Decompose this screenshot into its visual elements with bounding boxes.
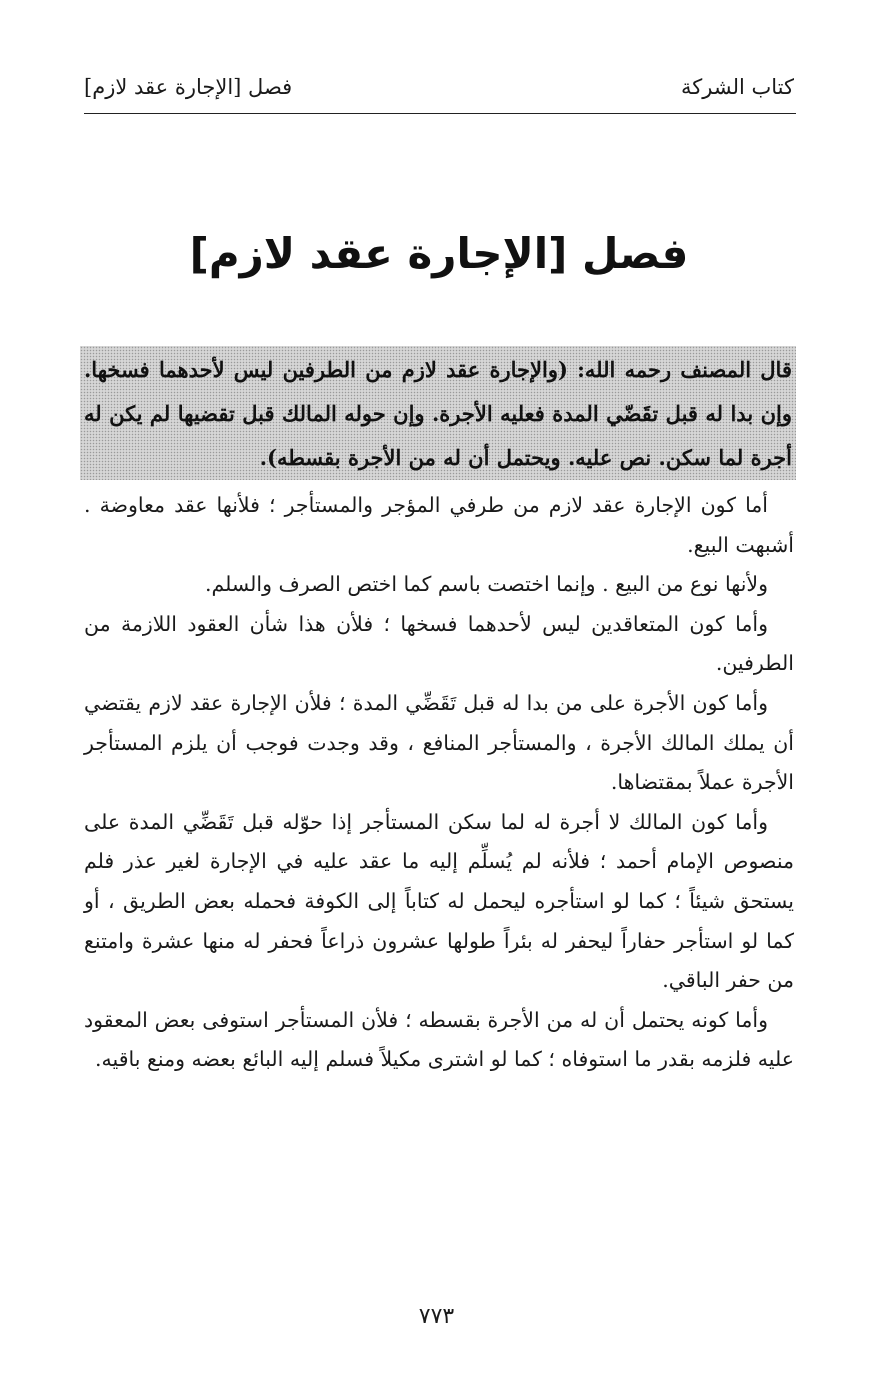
chapter-title: فصل [الإجارة عقد لازم] (189, 229, 689, 278)
paragraph: ولأنها نوع من البيع . وإنما اختصت باسم كما اختص الصرف والسلم. (204, 572, 768, 597)
paragraph: وأما كون المتعاقدين ليس لأحدهما فسخها ؛ فلأن هذا شأن العقود اللازمة من الطرفين. (84, 611, 794, 676)
quote-text: قال المصنف رحمه الله: (والإجارة عقد لازم من الطرفين ليس لأحدهما فسخها. وإن بدا له قبل تقَضّي المدة فعليه الأجرة. وإن حوله المالك قبل تقضيها لم يكن له أجرة لما سكن. نص عليه. ويحتمل أن له من الأجرة بقسطه). (84, 357, 792, 470)
header-book-title: كتاب الشركة (681, 75, 794, 99)
body-text (84, 486, 794, 1080)
paragraph: وأما كون الأجرة على من بدا له قبل تَقَضِّي المدة ؛ فلأن الإجارة عقد لازم يقتضي أن يملك المالك الأجرة ، والمستأجر المنافع ، وقد وجدت فوجب أن يلزم المستأجر الأجرة عملاً بمقتضاها. (84, 690, 794, 795)
paragraph: وأما كون المالك لا أجرة له لما سكن المستأجر إذا حوّله قبل تَقَضِّي المدة على منصوص الإمام أحمد ؛ فلأنه لم يُسلِّم إليه ما عقد عليه في الإجارة لغير عذر فلم يستحق شيئاً ؛ كما لو استأجره ليحمل له كتاباً إلى الكوفة فحمله بعض الطريق ، أو كما لو استأجر حفاراً ليحفر له بئراً طولها عشرون ذراعاً فحفر له منها عشرة وامتنع من حفر الباقي. (84, 809, 794, 993)
paragraph: أما كون الإجارة عقد لازم من طرفي المؤجر والمستأجر ؛ فلأنها عقد معاوضة . أشبهت البيع. (84, 493, 794, 557)
highlighted-quote-block (80, 346, 796, 480)
paragraph: وأما كونه يحتمل أن له من الأجرة بقسطه ؛ فلأن المستأجر استوفى بعض المعقود عليه فلزمه بقدر ما استوفاه ؛ كما لو اشترى مكيلاً فسلم إليه البائع بعضه ومنع باقيه. (84, 1007, 794, 1072)
running-header (84, 70, 794, 104)
page-number: ٧٧٣ (418, 1304, 455, 1329)
header-section-title: فصل [الإجارة عقد لازم] (84, 75, 293, 99)
header-divider (84, 113, 796, 114)
